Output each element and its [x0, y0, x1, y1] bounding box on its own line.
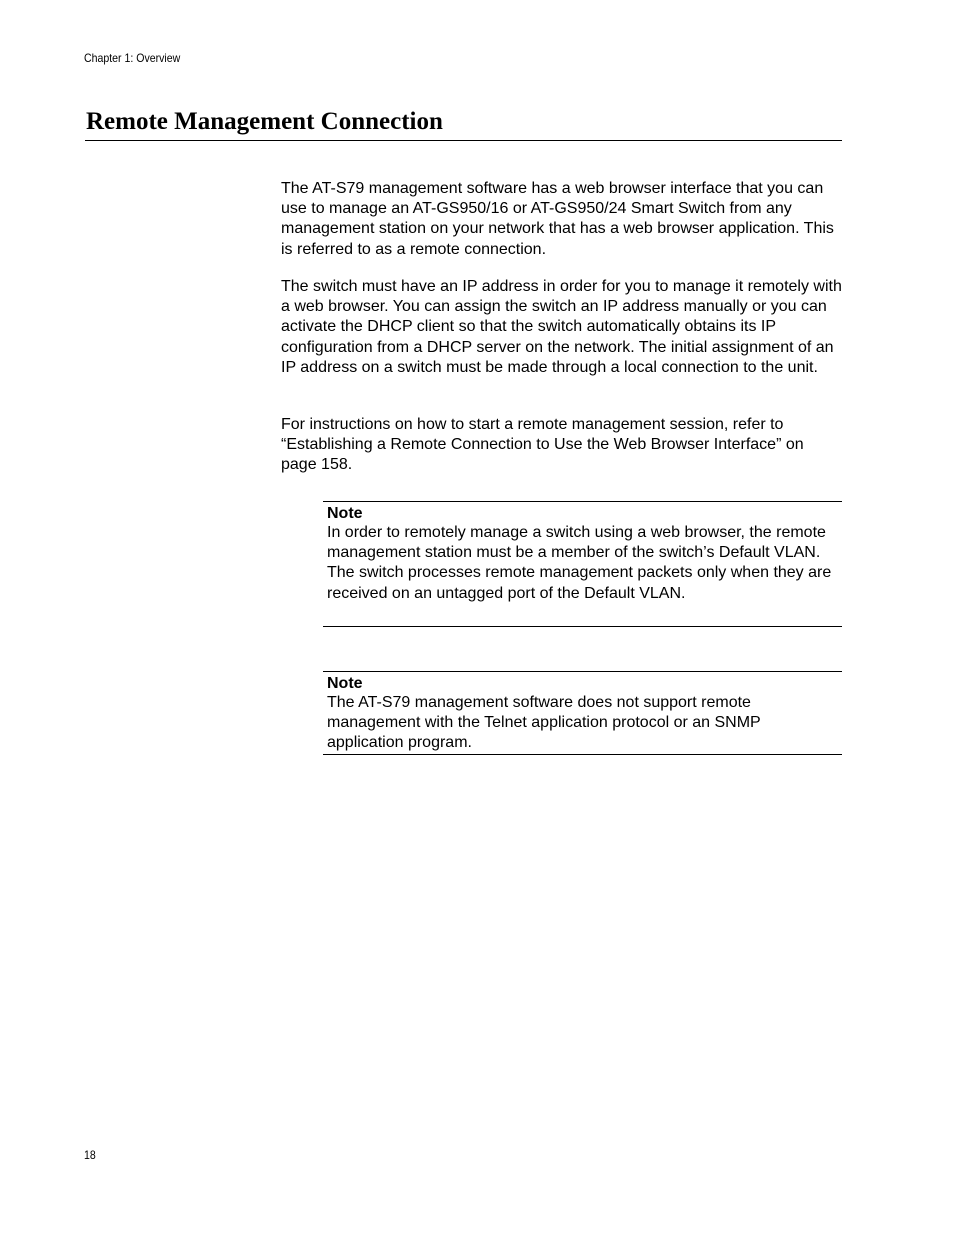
note-box	[323, 671, 842, 755]
title-rule	[85, 140, 842, 141]
note-text: In order to remotely manage a switch using a web browser, the remote management station must be a member of the switch’s Default VLAN. The switch processes remote management packets only when they are received on an untagged port of the Default VLAN.	[327, 524, 832, 602]
page-number: 18	[84, 1148, 96, 1162]
body-paragraph: For instructions on how to start a remote management session, refer to “Establishing a Remote Connection to Use the Web Browser Interface” on page 158.	[281, 416, 804, 474]
section-title: Remote Management Connection	[86, 108, 443, 135]
note-label: Note	[327, 505, 363, 522]
note-text: The AT-S79 management software does not support remote management with the Telnet application protocol or an SNMP application program.	[327, 694, 761, 752]
note-label: Note	[327, 675, 363, 692]
running-header: Chapter 1: Overview	[84, 51, 181, 65]
body-paragraph: The switch must have an IP address in order for you to manage it remotely with a web browser. You can assign the switch an IP address manually or you can activate the DHCP client so that the switch automatically obtains its IP configuration from a DHCP server on the network. The initial assignment of an IP address on a switch must be made through a local connection to the unit.	[281, 278, 842, 376]
body-paragraph: The AT-S79 management software has a web browser interface that you can use to manage an AT-GS950/16 or AT-GS950/24 Smart Switch from any management station on your network that has a web browser application. This is referred to as a remote connection.	[281, 180, 834, 258]
note-box	[323, 501, 842, 627]
